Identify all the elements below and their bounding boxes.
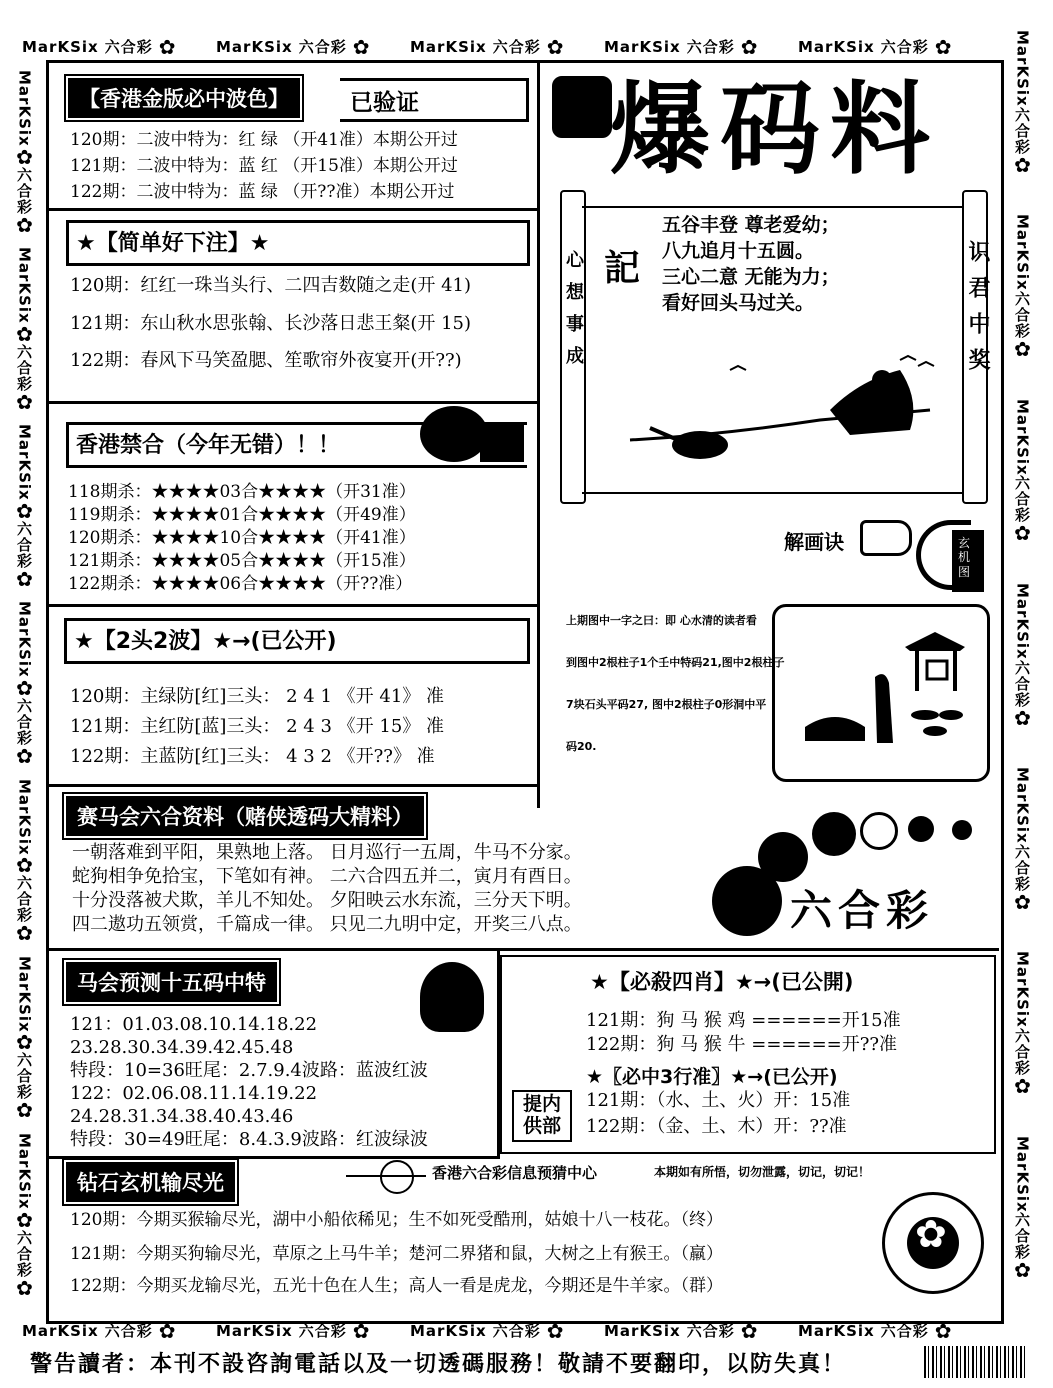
brand-en: MarKSix xyxy=(15,955,34,1033)
flower-icon: ✿ xyxy=(1014,705,1031,730)
flower-icon: ✿ xyxy=(546,34,565,59)
scroll-right-label: 识君中奖 xyxy=(965,240,990,384)
flower-icon: ✿ xyxy=(158,34,177,59)
bauhinia-flower-icon: ✿ xyxy=(915,1212,947,1256)
sec5-line-1: 一朝落难到平阳，果熟地上落。 日月巡行一五周，牛马不分家。 xyxy=(72,842,582,863)
poem-line-4: 看好回头马过关。 xyxy=(662,292,815,314)
sec8-line-120: 120期：今期买猴输尽光，湖中小船依稀见；生不如死受酷刑，姑娘十八一枝花。（终） xyxy=(70,1210,723,1230)
sec3-line-119: 119期杀：★★★★01合★★★★（开49准） xyxy=(68,505,416,525)
sec1-suffix: 已验证 xyxy=(350,90,419,116)
sec2-line-120: 120期：红红一珠当头行、二四吉数随之走(开 41) xyxy=(70,275,472,296)
brand-cn: 六合彩 xyxy=(880,1322,929,1340)
sec3-line-121: 121期杀：★★★★05合★★★★（开15准） xyxy=(68,551,416,571)
sec4-title: ★【2头2波】★→(已公开) xyxy=(74,629,337,654)
sec1-title xyxy=(68,78,300,118)
brand-cn: 六合彩 xyxy=(15,875,33,924)
brand-cn: 六合彩 xyxy=(686,1322,735,1340)
flower-icon: ✿ xyxy=(1014,521,1031,546)
brand-cn: 六合彩 xyxy=(298,38,347,56)
lhc-logo-text: 六合彩 xyxy=(790,886,935,935)
flower-icon: ✿ xyxy=(546,1318,565,1343)
brand-en: MarKSix xyxy=(1013,214,1032,291)
sec6-line-4: 122：02.06.08.11.14.19.22 xyxy=(70,1083,318,1104)
brand-en: MarKSix xyxy=(216,37,293,56)
flower-icon: ✿ xyxy=(1014,1258,1031,1283)
flower-icon: ✿ xyxy=(16,144,33,169)
hk-bauhinia-emblem-icon xyxy=(882,1192,984,1294)
top-border xyxy=(22,36,958,57)
sec8-title xyxy=(66,1162,235,1202)
headline-title: 爆码料 xyxy=(610,71,940,188)
clue-line-4: 码20. xyxy=(566,740,597,753)
sec8-notice2: 本期如有所悟，切勿泄露，切记，切记！ xyxy=(654,1165,871,1179)
sec3-emblem-icon xyxy=(420,406,488,462)
brand-en: MarKSix xyxy=(798,37,875,56)
brand-en: MarKSix xyxy=(1013,951,1032,1029)
brand-en: MarKSix xyxy=(798,1321,875,1340)
sec7-title: ★【必殺四肖】★→(已公開) xyxy=(590,970,854,994)
brand-en: MarKSix xyxy=(22,1321,99,1340)
flower-icon: ✿ xyxy=(158,1318,177,1343)
brand-en: MarKSix xyxy=(15,70,34,147)
sec7-title2: ★〖必中3行准〗★→(已公开) xyxy=(586,1066,838,1088)
sec3-line-122: 122期杀：★★★★06合★★★★（开??准） xyxy=(68,574,413,594)
brand-cn: 六合彩 xyxy=(1013,475,1031,524)
sec6-title-text: 马会预测十五码中特 xyxy=(77,971,266,995)
puzzle-drawing xyxy=(775,607,981,773)
flower-icon: ✿ xyxy=(16,212,33,237)
sec6-title xyxy=(66,962,277,1002)
poem-line-2: 八九追月十五圆。 xyxy=(662,240,815,262)
brand-cn: 六合彩 xyxy=(1013,659,1031,708)
brand-cn: 六合彩 xyxy=(880,38,929,56)
headline-logo-icon xyxy=(552,76,612,138)
sec1-underline xyxy=(340,78,529,122)
flower-icon: ✿ xyxy=(16,1207,33,1232)
clue-line-1: 上期图中一字之曰：即 心水清的读者看 xyxy=(566,614,757,627)
flower-icon: ✿ xyxy=(934,34,953,59)
flower-icon: ✿ xyxy=(16,676,33,701)
brand-en: MarKSix xyxy=(1013,582,1032,660)
flower-icon: ✿ xyxy=(1014,336,1031,361)
brand-cn: 六合彩 xyxy=(15,1052,33,1101)
sec6-line-1: 121：01.03.08.10.14.18.22 xyxy=(70,1014,318,1035)
sec7-tag: 提内供部 xyxy=(512,1090,572,1142)
sec4-line-120: 120期：主绿防[红]三头： 2 4 1 《开 41》 准 xyxy=(70,686,444,707)
sec7-line-121: 121期：狗 马 猴 鸡 ======开15准 xyxy=(586,1010,901,1031)
flower-icon: ✿ xyxy=(1014,1074,1031,1099)
sec3-title-bar xyxy=(480,422,524,462)
brand-cn: 六合彩 xyxy=(104,1322,153,1340)
brand-en: MarKSix xyxy=(1013,767,1032,844)
brand-en: MarKSix xyxy=(410,1321,487,1340)
flower-icon: ✿ xyxy=(1014,152,1031,177)
scroll-left-label: 心想事成 xyxy=(563,250,584,378)
scroll-painting xyxy=(600,340,950,480)
brand-cn: 六合彩 xyxy=(298,1322,347,1340)
flower-icon: ✿ xyxy=(16,498,33,523)
flower-icon: ✿ xyxy=(16,853,33,878)
brand-en: MarKSix xyxy=(15,424,34,501)
sec3-line-118: 118期杀：★★★★03合★★★★（开31准） xyxy=(68,482,416,502)
circle-icon xyxy=(812,812,856,856)
barcode xyxy=(924,1346,1028,1378)
sec1-line-122: 122期：二波中特为：蓝 绿 （开??准）本期公开过 xyxy=(70,182,455,202)
flower-icon: ✿ xyxy=(16,389,33,414)
sec3-title: 香港禁合（今年无错）！！ xyxy=(76,433,341,458)
brand-en: MarKSix xyxy=(15,247,34,324)
brand-cn: 六合彩 xyxy=(15,698,33,747)
sec2-line-121: 121期：东山秋水思张翰、长沙落日悲王粲(开 15) xyxy=(70,313,472,334)
brand-en: MarKSix xyxy=(604,1321,681,1340)
brand-en: MarKSix xyxy=(15,601,34,679)
clue-line-2: 到图中2根柱子1个壬中特码21,图中2根柱子 xyxy=(566,656,785,669)
circle-icon xyxy=(758,832,808,882)
flower-icon: ✿ xyxy=(740,1318,759,1343)
brand-en: MarKSix xyxy=(604,37,681,56)
eagle-emblem-icon xyxy=(420,962,484,1032)
xuanji-badge-text: 玄机图 xyxy=(958,536,971,579)
sec6-line-6: 特段：30=49旺尾：8.4.3.9波路：红波绿波 xyxy=(70,1129,428,1150)
sec8-title-text: 钻石玄机输尽光 xyxy=(77,1171,224,1195)
column-divider xyxy=(537,62,540,808)
brand-cn: 六合彩 xyxy=(686,38,735,56)
sec5-line-3: 十分没落被犬欺，羊儿不知处。 夕阳映云水东流，三分天下明。 xyxy=(72,890,582,911)
sec5-title-text: 赛马会六合资料（赌侠透码大精料） xyxy=(77,805,413,829)
brand-en: MarKSix xyxy=(1013,1135,1032,1213)
sec8-notice: 香港六合彩信息预猜中心 xyxy=(432,1164,598,1182)
circle-icon xyxy=(860,812,898,850)
brand-cn: 六合彩 xyxy=(15,520,33,569)
jiehua-label: 解画诀 xyxy=(784,530,844,554)
circle-icon xyxy=(908,816,934,842)
brand-en: MarKSix xyxy=(410,37,487,56)
circle-icon xyxy=(952,820,972,840)
brand-cn: 六合彩 xyxy=(15,343,33,392)
pointing-hand-icon xyxy=(860,520,912,556)
brand-cn: 六合彩 xyxy=(1013,106,1031,155)
puzzle-image xyxy=(772,604,990,782)
sec7-line-122: 122期：狗 马 猴 牛 ======开??准 xyxy=(586,1034,898,1055)
brand-cn: 六合彩 xyxy=(1013,290,1031,339)
brand-en: MarKSix xyxy=(22,37,99,56)
sec5-title xyxy=(66,796,424,836)
sec8-rule xyxy=(346,1175,426,1177)
poem-line-3: 三心二意 无能为力； xyxy=(662,266,840,288)
left-border xyxy=(14,70,35,1310)
brand-cn: 六合彩 xyxy=(15,1229,33,1278)
scroll-ji: 記 xyxy=(604,248,641,289)
flower-icon: ✿ xyxy=(16,744,33,769)
brand-cn: 六合彩 xyxy=(1013,1212,1031,1261)
flower-icon: ✿ xyxy=(16,921,33,946)
sec6-line-2: 23.28.30.34.39.42.45.48 xyxy=(70,1037,294,1058)
brand-cn: 六合彩 xyxy=(492,1322,541,1340)
poem-line-1: 五谷丰登 尊老爱幼； xyxy=(662,214,840,236)
sec8-line-121: 121期：今期买狗输尽光，草原之上马牛羊；楚河二界猪和鼠，大树之上有猴王。（羸） xyxy=(70,1244,723,1264)
brand-cn: 六合彩 xyxy=(1013,1028,1031,1077)
sec1-line-121: 121期：二波中特为：蓝 红 （开15准）本期公开过 xyxy=(70,156,458,176)
brand-en: MarKSix xyxy=(1013,398,1032,476)
sec1-title-text: 【香港金版必中波色】 xyxy=(79,87,289,111)
flower-icon: ✿ xyxy=(352,1318,371,1343)
sec2-title: ★【简单好下注】★ xyxy=(76,231,270,256)
sec6-line-5: 24.28.31.34.38.40.43.46 xyxy=(70,1106,294,1127)
flower-icon: ✿ xyxy=(16,1275,33,1300)
brand-en: MarKSix xyxy=(15,1132,34,1210)
flower-icon: ✿ xyxy=(16,1098,33,1123)
sec3-line-120: 120期杀：★★★★10合★★★★（开41准） xyxy=(68,528,416,548)
clue-line-3: 7块石头平码27, 图中2根柱子0形洞中平 xyxy=(566,698,767,711)
sec7-line2-122: 122期：（金、土、木）开：??准 xyxy=(586,1116,847,1137)
flower-icon: ✿ xyxy=(352,34,371,59)
brand-cn: 六合彩 xyxy=(104,38,153,56)
sec4-line-121: 121期：主红防[蓝]三头： 2 4 3 《开 15》 准 xyxy=(70,716,444,737)
footer-warning: 警告讀者：本刊不設咨詢電話以及一切透碼服務！敬請不要翻印，以防失真！ xyxy=(30,1352,847,1377)
brand-cn: 六合彩 xyxy=(1013,843,1031,892)
brand-en: MarKSix xyxy=(15,778,34,856)
crosshair-icon xyxy=(380,1160,414,1194)
flower-icon: ✿ xyxy=(16,321,33,346)
sec5-line-4: 四二遨功五领赏，千篇成一律。 只见二九明中定，开奖三八点。 xyxy=(72,914,582,935)
sec1-line-120: 120期：二波中特为：红 绿 （开41准）本期公开过 xyxy=(70,130,458,150)
flower-icon: ✿ xyxy=(740,34,759,59)
sec6-line-3: 特段：10=36旺尾：2.7.9.4波路：蓝波红波 xyxy=(70,1060,428,1081)
brand-cn: 六合彩 xyxy=(492,38,541,56)
right-border xyxy=(1012,30,1033,1320)
brand-en: MarKSix xyxy=(216,1321,293,1340)
sec8-line-122: 122期：今期买龙输尽光，五光十色在人生；高人一看是虎龙，今期还是牛羊家。（群） xyxy=(70,1276,723,1296)
flower-icon: ✿ xyxy=(16,1030,33,1055)
sec5-line-2: 蛇狗相争免拾宝，下笔如有神。 二六合四五并二，寅月有酉日。 xyxy=(72,866,582,887)
sec2-line-122: 122期：春风下马笑盈腮、笙歌帘外夜宴开(开??) xyxy=(70,350,462,371)
flower-icon: ✿ xyxy=(934,1318,953,1343)
flower-icon: ✿ xyxy=(16,566,33,591)
flower-icon: ✿ xyxy=(1014,889,1031,914)
brand-en: MarKSix xyxy=(1013,30,1032,107)
brand-cn: 六合彩 xyxy=(15,166,33,215)
sec7-line2-121: 121期：（水、土、火）开：15准 xyxy=(586,1090,851,1111)
sec4-line-122: 122期：主蓝防[红]三头： 4 3 2 《开??》 准 xyxy=(70,746,435,767)
